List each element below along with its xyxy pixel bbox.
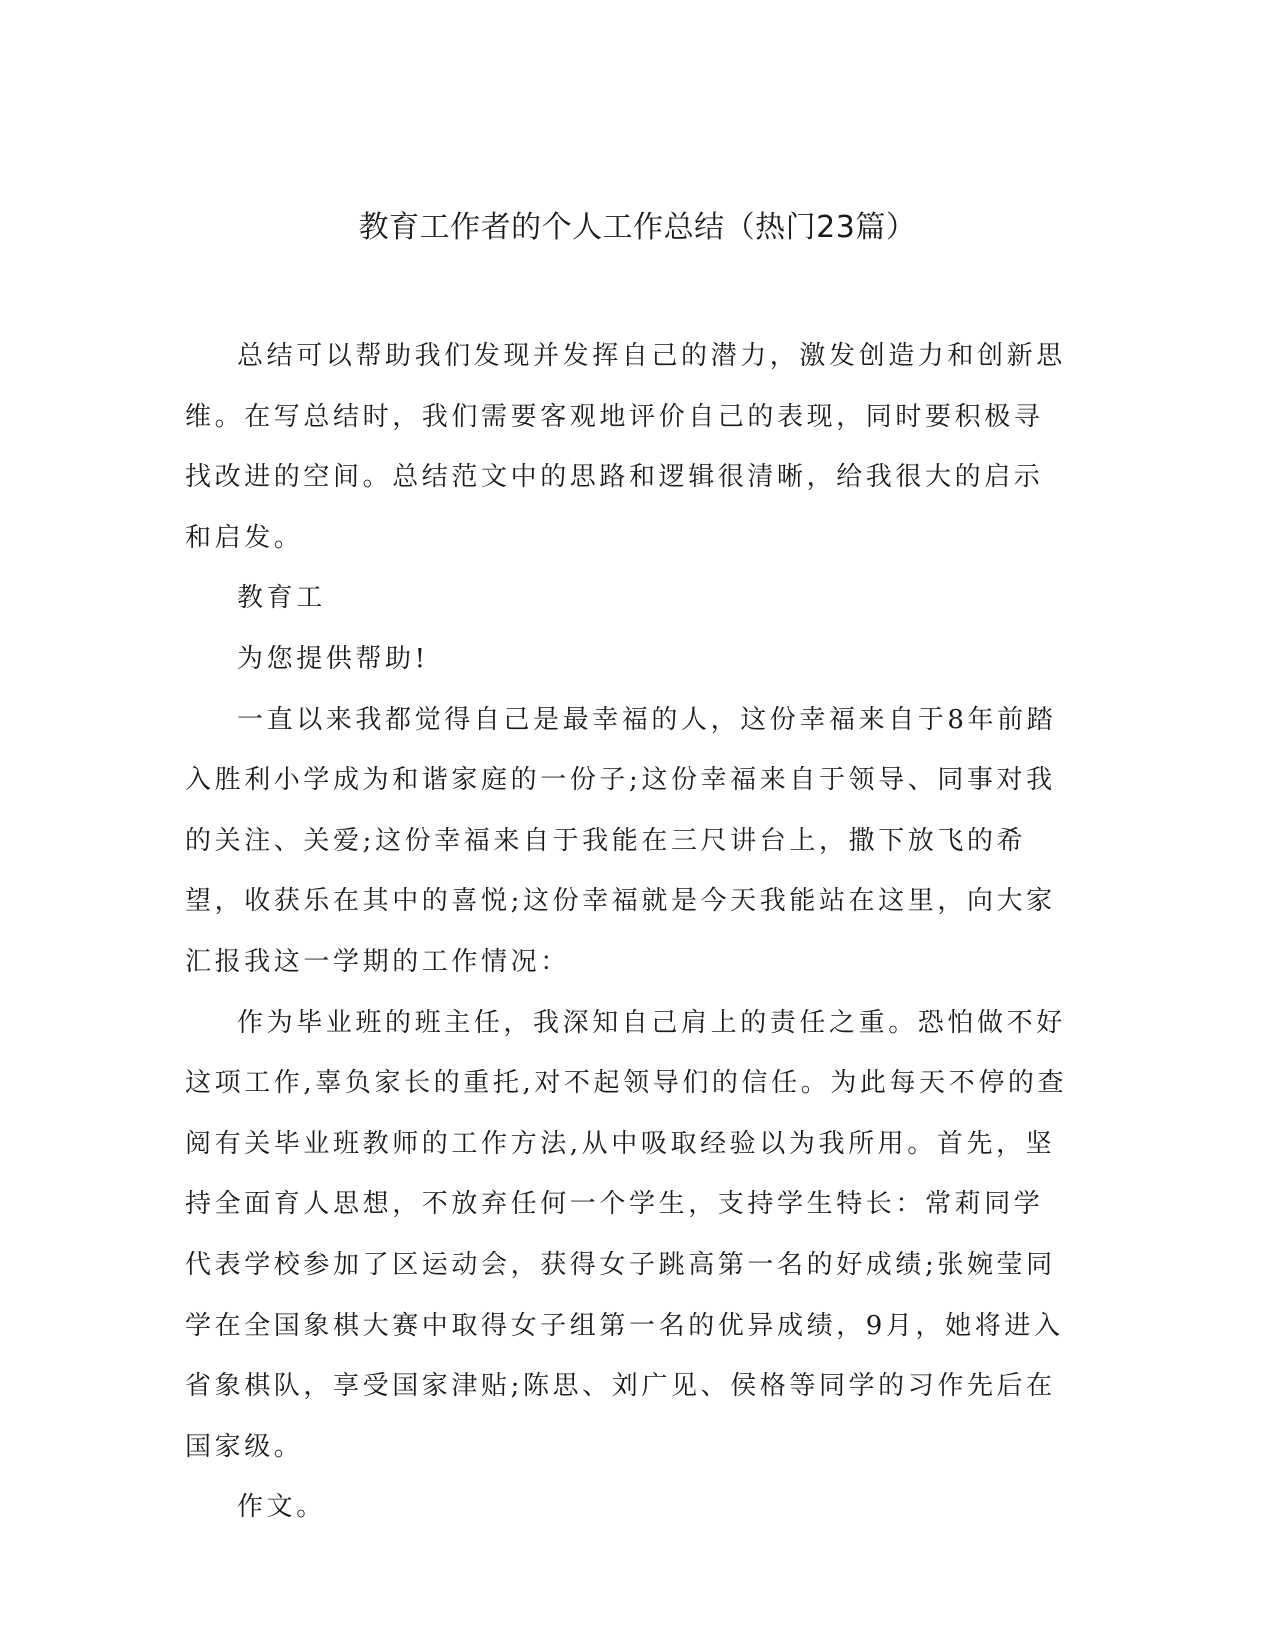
paragraph-composition: 作文。	[237, 1492, 326, 1523]
paragraph-help: 为您提供帮助!	[237, 643, 429, 674]
paragraph-happiness: 一直以来我都觉得自己是最幸福的人，这份幸福来自于8年前踏入胜利小学成为和谐家庭的一份子;这份幸福来自于领导、同事对我的关注、关爱;这份幸福来自于我能在三尺讲台上，撒下放飞的希望，收获乐在其中的喜悦;这份幸福就是今天我能站在这里，向大家汇报我这一学期的工作情况：	[185, 704, 1057, 977]
paragraph-intro: 总结可以帮助我们发现并发挥自己的潜力，激发创造力和创新思维。在写总结时，我们需要客观地评价自己的表现，同时要积极寻找改进的空间。总结范文中的思路和逻辑很清晰，给我很大的启示和启发。	[185, 341, 1066, 553]
paragraph-heading-fragment: 教育工	[237, 583, 326, 614]
paragraph-class-teacher: 作为毕业班的班主任，我深知自己肩上的责任之重。恐怕做不好这项工作,辜负家长的重托,对不起领导们的信任。为此每天不停的查阅有关毕业班教师的工作方法,从中吸取经验以为我所用。首先，坚持全面育人思想，不放弃任何一个学生，支持学生特长：常莉同学代表学校参加了区运动会，获得女子跳高第一名的好成绩;张婉莹同学在全国象棋大赛中取得女子组第一名的优异成绩，9月，她将进入省象棋队，享受国家津贴;陈思、刘广见、侯格等同学的习作先后在国家级。	[185, 1007, 1068, 1462]
document-title: 教育工作者的个人工作总结（热门23篇）	[358, 210, 917, 245]
document-body	[185, 326, 1070, 1538]
